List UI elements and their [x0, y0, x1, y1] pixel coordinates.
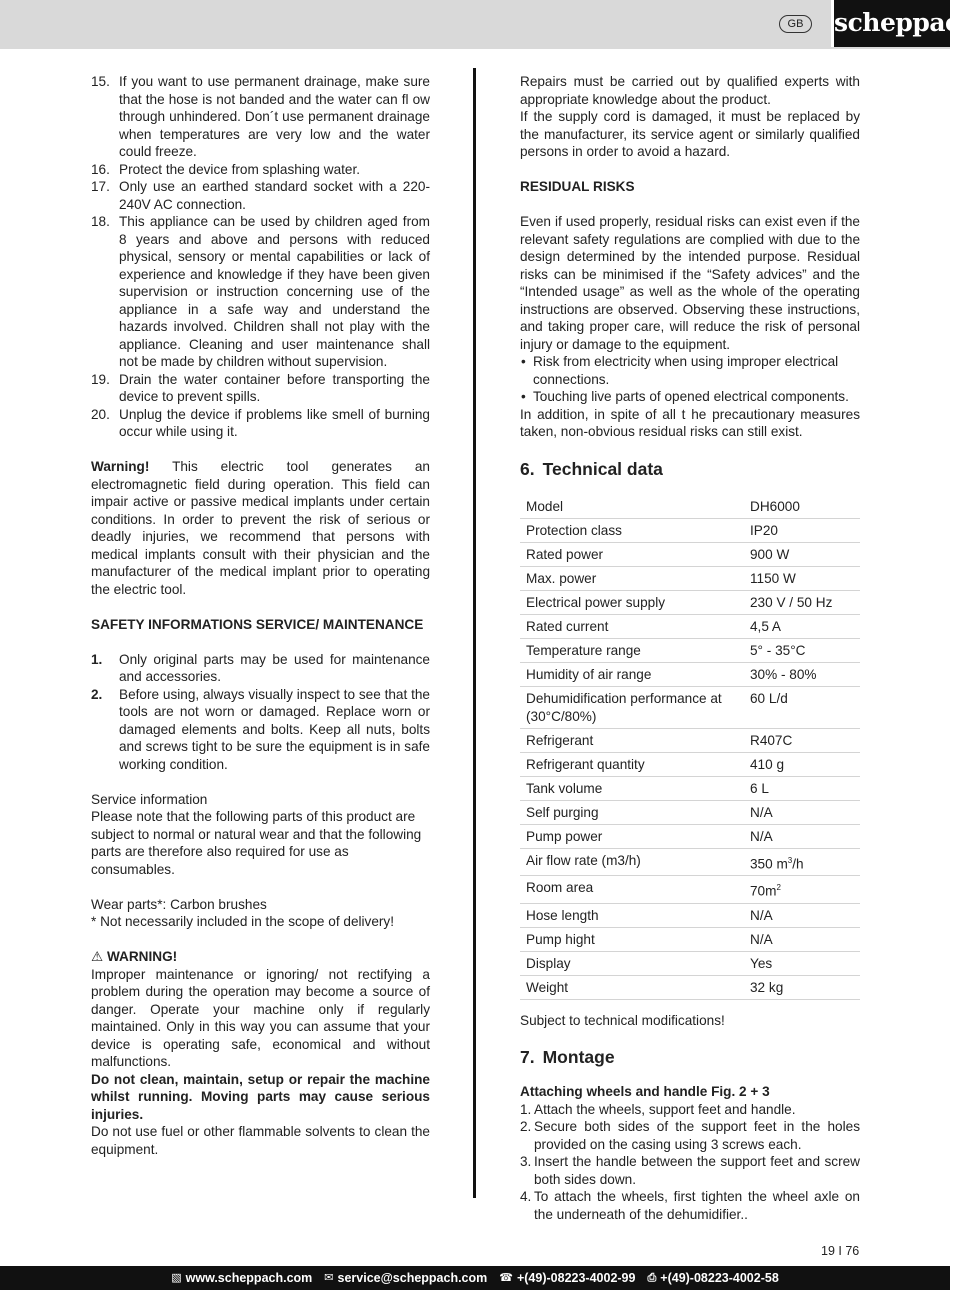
- technical-data-title: 6. Technical data: [520, 458, 663, 479]
- list-item: 1. Attach the wheels, support feet and handle.: [520, 1101, 796, 1117]
- list-item: 17. Only use an earthed standard socket with a 220-240V AC connection.: [91, 179, 430, 212]
- table-row: Dehumidification performance at (30°C/80%) 60 L/d: [520, 686, 860, 728]
- list-item: 18. This appliance can be used by children aged from 8 years and above and persons with reduced physical, sensory or mental capabilities or lack of experience and knowledge if they have been given supervision or instruction concerning use of the appliance in a safe way and understand the hazards involved. Children shall not play with the appliance. Cleaning and user maintenance shall not be made by children without supervision.: [91, 214, 430, 369]
- list-item: 20. Unplug the device if problems like smell of burning occur while using it.: [91, 406, 430, 439]
- list-item: 3. Insert the handle between the support feet and screw both sides down.: [520, 1154, 860, 1187]
- column-divider: [473, 68, 476, 1198]
- emf-warning: Warning! This electric tool generates an electromagnetic field during operation. This field can impair active or passive medical implants under certain conditions. In order to prevent the risk of serious or deadly injuries, we recommend that persons with medical implants consult with their physician and the manufacturer of the medical implant prior to operating the electric tool.: [91, 459, 430, 597]
- table-row: Protection class IP20: [520, 518, 860, 542]
- page-number: 19 I 76: [821, 1244, 860, 1258]
- table-row: Air flow rate (m3/h) 350 $m^3/h$: [520, 848, 860, 876]
- montage-subheading: Attaching wheels and handle Fig. 2 + 3: [520, 1084, 770, 1100]
- repairs-text: Repairs must be carried out by qualified experts with appropriate knowledge about the product.: [520, 74, 860, 107]
- table-row: Self purging N/A: [520, 800, 860, 824]
- technical-note: Subject to technical modifications!: [520, 1012, 725, 1028]
- phone-icon: ☎: [499, 1272, 513, 1284]
- table-row: Humidity of air range 30% - 80%: [520, 662, 860, 686]
- fax-icon: ⎙: [647, 1272, 657, 1284]
- computer-icon: ▧: [171, 1272, 182, 1284]
- footer-website[interactable]: ▧ www.scheppach.com: [171, 1266, 312, 1290]
- maintenance-warning: ⚠ WARNING! Improper maintenance or ignoring/ not rectifying a problem during the operation may become a source of danger. Operate your machine only if regularly maintained. Only in this way you can assume that your device is operating safe, economical and without malfunctions. Do not clean, maintain, setup or repair the machine whilst running. Moving parts may cause serious injuries. Do not use fuel or other flammable solvents to clean the equipment.: [91, 949, 430, 1157]
- table-row: Rated power 900 W: [520, 542, 860, 566]
- service-list: [91, 651, 430, 774]
- header-bar: [0, 0, 977, 49]
- list-item: 16. Protect the device from splashing water.: [91, 161, 361, 177]
- residual-risks-heading: RESIDUAL RISKS: [520, 179, 635, 194]
- table-row: Electrical power supply 230 V / 50 Hz: [520, 590, 860, 614]
- montage-steps: [520, 1101, 860, 1224]
- safety-list-continued: [91, 73, 430, 441]
- language-badge: GB: [779, 15, 812, 33]
- list-item: 19. Drain the water container before transporting the device to prevent spills.: [91, 371, 430, 404]
- list-item: • Touching live parts of opened electrical components.: [521, 389, 849, 404]
- supply-cord-text: If the supply cord is damaged, it must be replaced by the manufacturer, its service agent or similarly qualified persons in order to avoid a hazard.: [520, 109, 860, 159]
- list-item: 15. If you want to use permanent drainage, make sure that the hose is not banded and the water can fl ow through unhindered. Don´t use permanent drainage when temperatures are very low and the water could freeze.: [91, 74, 430, 159]
- table-row: Model DH6000: [520, 495, 860, 519]
- table-row: Display Yes: [520, 951, 860, 975]
- technical-data-table: [520, 495, 860, 1000]
- residual-risks-end: In addition, in spite of all t he precautionary measures taken, non-obvious residual risks can still exist.: [520, 406, 860, 439]
- residual-risks-list: [520, 353, 860, 406]
- mail-icon: ✉: [324, 1272, 334, 1284]
- table-row: Hose length N/A: [520, 903, 860, 927]
- residual-risks-text: Even if used properly, residual risks can exist even if the relevant safety regulations are complied with due to the design determined by the intended purpose. Residual risks can be minimised if the “Safety advices” and the “Intended usage” as well as the whole of the operating instructions are observed. Observing these instructions, and taking proper care, will reduce the risk of personal injury or damage to the equipment.: [520, 214, 860, 352]
- warning-triangle-icon: ⚠: [91, 949, 104, 964]
- table-row: Pump hight N/A: [520, 927, 860, 951]
- service-information: Service information Please note that the following parts of this product are subject to normal or natural wear and that the following parts are therefore also required for use as consumables.: [91, 791, 422, 877]
- wear-parts: Wear parts*: Carbon brushes * Not necessarily included in the scope of delivery!: [91, 896, 394, 929]
- table-row: Refrigerant R407C: [520, 728, 860, 752]
- list-item: 4. To attach the wheels, first tighten the wheel axle on the underneath of the dehumidifier..: [520, 1189, 860, 1222]
- service-heading: SAFETY INFORMATIONS SERVICE/ MAINTENANCE: [91, 616, 424, 632]
- table-row: Tank volume 6 L: [520, 776, 860, 800]
- scheppach-logo: scheppach: [831, 0, 950, 47]
- right-column: [520, 73, 860, 1223]
- footer-fax: ⎙ +(49)-08223-4002-58: [647, 1266, 778, 1290]
- footer-email[interactable]: ✉ service@scheppach.com: [324, 1266, 487, 1290]
- table-row: Pump power N/A: [520, 824, 860, 848]
- list-item: 2. Before using, always visually inspect to see that the tools are not worn or damaged. Replace worn or damaged elements and bolts. Keep all nuts, bolts and screws tight to be sure the equipment is in safe working condition.: [91, 686, 430, 772]
- table-row: Room area $70m^2$: [520, 876, 860, 904]
- table-row: Max. power 1150 W: [520, 566, 860, 590]
- table-row: Temperature range 5° - 35°C: [520, 638, 860, 662]
- montage-title: 7. Montage: [520, 1047, 615, 1068]
- footer-bar: [0, 1266, 950, 1290]
- list-item: 2. Secure both sides of the support feet in the holes provided on the casing using 3 screws each.: [520, 1119, 860, 1152]
- list-item: 1. Only original parts may be used for maintenance and accessories.: [91, 651, 430, 684]
- table-row: Weight 32 kg: [520, 975, 860, 999]
- list-item: • Risk from electricity when using improper electrical connections.: [521, 354, 839, 387]
- left-column: [91, 73, 430, 1158]
- footer-phone: ☎ +(49)-08223-4002-99: [499, 1266, 635, 1290]
- table-row: Rated current 4,5 A: [520, 614, 860, 638]
- table-row: Refrigerant quantity 410 g: [520, 752, 860, 776]
